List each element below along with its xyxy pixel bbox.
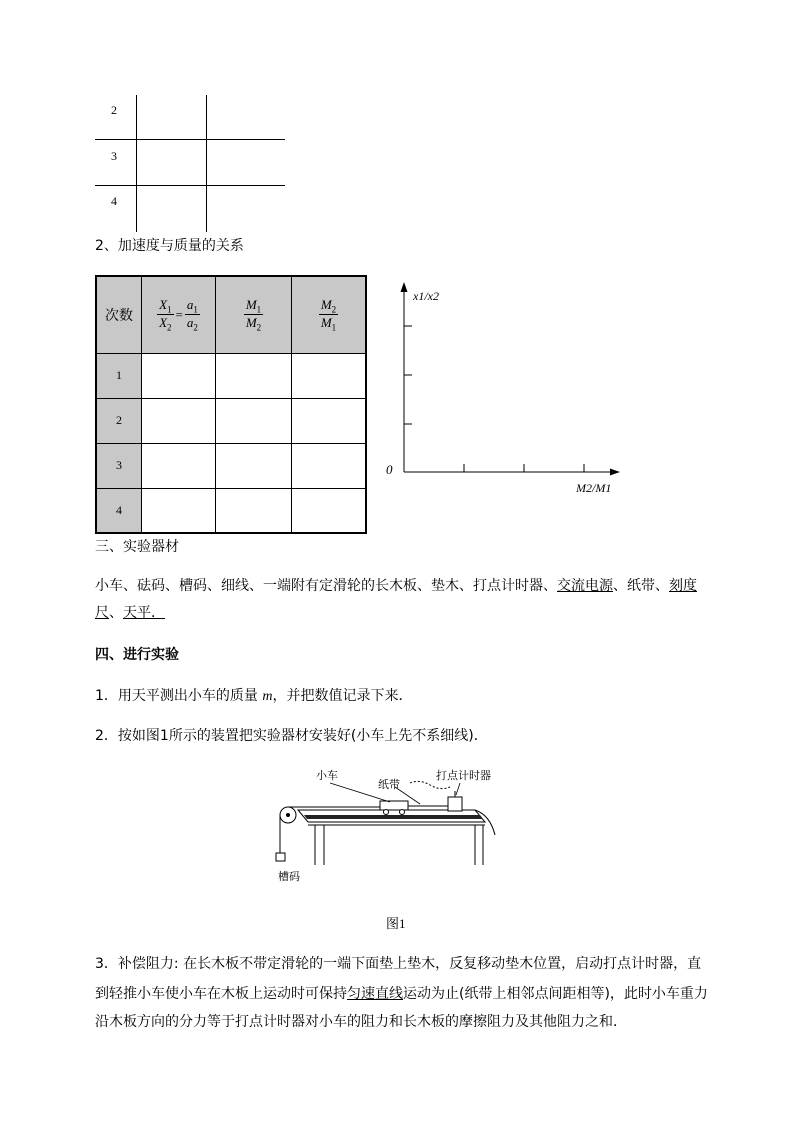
frac-sub: 1 <box>193 304 198 315</box>
cart-wheel <box>384 810 389 815</box>
hanging-weight <box>276 853 285 861</box>
table-cell <box>142 488 216 533</box>
table-cell <box>292 488 367 533</box>
table-hline <box>95 185 285 186</box>
figure-label-car: 小车 <box>316 769 338 782</box>
table-cell <box>292 443 367 488</box>
cart-wheel <box>400 810 405 815</box>
timer <box>448 797 462 811</box>
label-leader <box>456 783 460 795</box>
text-run: 运动为止(纸带上相邻点间距相等)，此时小车重力 <box>403 986 708 1002</box>
header-label: 次数 <box>105 307 133 324</box>
table-row <box>96 398 366 443</box>
table-vline <box>136 95 137 232</box>
section-heading: 2、加速度与质量的关系 <box>95 238 244 254</box>
paragraph-line <box>95 603 165 623</box>
table-header-row <box>96 276 366 353</box>
figure-label-timer: 打点计时器 <box>436 769 491 782</box>
pulley-axle <box>286 813 290 817</box>
frac-num: M <box>245 296 257 312</box>
underlined-text: 刻度 <box>669 578 697 594</box>
underlined-text: 尺 <box>95 605 109 621</box>
header-cell <box>142 276 216 353</box>
text-run: 、纸带、 <box>613 578 669 594</box>
header-cell <box>292 276 367 353</box>
underlined-text: 天平． <box>123 605 165 621</box>
text-run: 到轻推小车使小车在木板上运动时可保持 <box>95 986 347 1002</box>
paragraph-line <box>95 686 413 707</box>
paragraph-line: 3．补偿阻力: 在长木板不带定滑轮的一端下面垫上垫木，反复移动垫木位置，启动打点计时器，直 <box>95 956 702 972</box>
text-run: 小车、砝码、槽码、细线、一端附有定滑轮的长木板、垫木、打点计时器、 <box>95 578 557 594</box>
fraction <box>244 297 263 333</box>
table-cell <box>142 353 216 398</box>
text-run: ，并把数值记录下来． <box>272 688 413 704</box>
frac-sub: 2 <box>167 322 172 333</box>
section-heading: 三、实验器材 <box>95 539 179 555</box>
frac-sub: 2 <box>193 322 198 333</box>
figure-label-tape: 纸带 <box>378 778 400 791</box>
data-table <box>95 275 367 534</box>
table-row <box>96 353 366 398</box>
table-vline <box>206 95 207 232</box>
x-axis-label: M2/M1 <box>576 481 612 495</box>
table-row <box>96 443 366 488</box>
underlined-text: 交流电源 <box>557 578 613 594</box>
frac-sub: 2 <box>256 322 262 333</box>
row-number: 4 <box>96 488 142 533</box>
frac-den: X <box>159 315 168 331</box>
frac-den: a <box>186 315 194 331</box>
text-run: 、 <box>109 605 123 621</box>
header-cell <box>216 276 292 353</box>
frac-sub: 2 <box>331 304 337 315</box>
figure-caption: 图1 <box>386 916 406 931</box>
section-heading: 四、进行实验 <box>95 647 179 663</box>
text-run: 1．用天平测出小车的质量 <box>95 688 258 704</box>
y-axis-arrow <box>401 282 408 292</box>
table-cell <box>216 443 292 488</box>
y-axis-label: x1/x2 <box>413 289 439 303</box>
board-track <box>304 815 483 819</box>
fraction <box>157 297 173 333</box>
table-row <box>96 488 366 533</box>
paragraph-line: 2．按如图1所示的装置把实验器材安装好(小车上先不系细线)． <box>95 728 488 744</box>
frac-den: M <box>245 315 257 331</box>
fraction <box>319 297 338 333</box>
frac-num: M <box>320 296 332 312</box>
origin-label: 0 <box>386 462 393 477</box>
table-cell <box>216 398 292 443</box>
x-axis-arrow <box>610 469 620 476</box>
frac-num: X <box>159 296 168 312</box>
row-number: 3 <box>111 149 117 163</box>
figure-label-weight: 槽码 <box>278 870 300 883</box>
table-cell <box>216 353 292 398</box>
frac-sub: 1 <box>256 304 262 315</box>
table-cell <box>142 443 216 488</box>
table-cell <box>292 353 367 398</box>
table-cell <box>142 398 216 443</box>
cart <box>380 801 408 810</box>
frac-den: M <box>320 315 332 331</box>
frac-sub: 1 <box>167 304 172 315</box>
equals-sign: = <box>175 306 183 322</box>
table-cell <box>216 488 292 533</box>
header-cell <box>96 276 142 353</box>
variable: m <box>262 689 273 704</box>
frac-num: a <box>186 296 194 312</box>
paragraph-line: 沿木板方向的分力等于打点计时器对小车的阻力和长木板的摩擦阻力及其他阻力之和． <box>95 1014 627 1030</box>
paragraph-line <box>95 984 708 1004</box>
row-number: 3 <box>96 443 142 488</box>
graph-axes <box>380 280 630 495</box>
paragraph-line <box>95 576 697 596</box>
fraction <box>185 297 200 333</box>
table-cell <box>292 398 367 443</box>
underlined-text: 匀速直线 <box>347 986 403 1002</box>
row-number: 4 <box>111 194 117 208</box>
table-hline <box>95 139 285 140</box>
row-number: 1 <box>96 353 142 398</box>
row-number: 2 <box>111 103 117 117</box>
row-number: 2 <box>96 398 142 443</box>
frac-sub: 1 <box>331 322 337 333</box>
